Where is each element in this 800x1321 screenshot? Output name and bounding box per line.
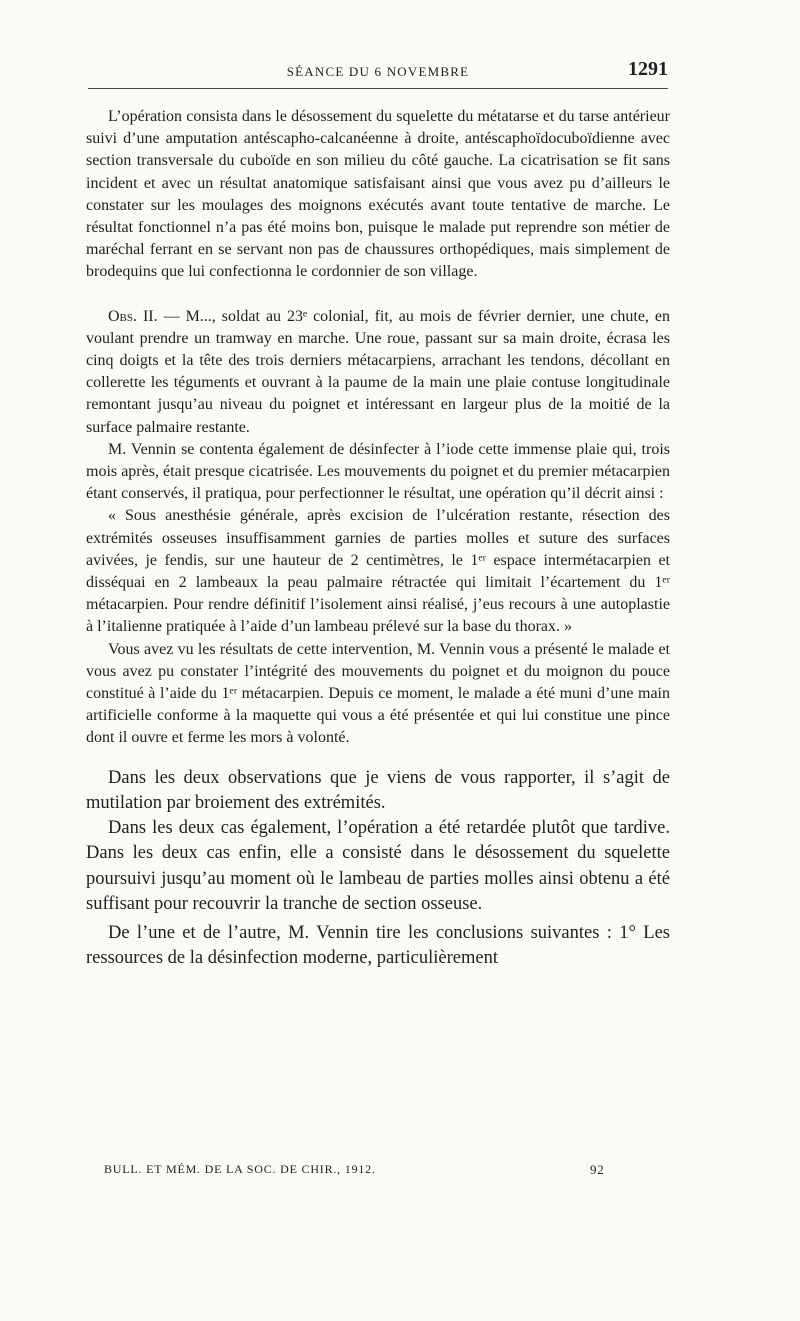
paragraph-conclusions: De l’une et de l’autre, M. Vennin tire les conclusions suivantes : 1° Les ressources de la désinfection moderne, particulièrement: [86, 922, 670, 969]
running-header: [88, 58, 668, 89]
paragraph-both-cases: Dans les deux cas également, l’opération a été retardée plutôt que tardive. Dans les deux cas enfin, elle a consisté dans le désossement du squelette poursuivi jusqu’au moment où le lambeau de parties molles ainsi obtenu a été suffisant pour recouvrir la tranche de section osseuse.: [86, 818, 670, 914]
paragraph-results: Vous avez vu les résultats de cette intervention, M. Vennin vous a présenté le malade et vous avez pu constater l’intégrité des mouvements du poignet et du moignon du pouce constitué à l’aide du 1ᵉʳ métacarpien. Depuis ce moment, le malade a été muni d’une main artificielle conforme à la maquette qui vous a été présentée et qui lui constitue une pince dont il ouvre et ferme les mors à volonté.: [86, 640, 670, 747]
footer-signature: 92: [590, 1162, 605, 1177]
header-title: SÉANCE DU 6 NOVEMBRE: [286, 64, 470, 79]
paragraph-operation-quote: « Sous anesthésie générale, après excision de l’ulcération restante, résection des extrémités osseuses insuffisamment garnies de parties molles et suture des surfaces avivées, je fendis, sur une hauteur de 2 centimètres, le 1ᵉʳ espace intermétacarpien et disséquai en 2 lambeaux la peau palmaire rétractée qui limitait l’écartement du 1ᵉʳ métacarpien. Pour rendre définitif l’isolement ainsi réalisé, j’eus recours à une autoplastie à l’italienne pratiquée à l’aide d’un lambeau prélevé sur la base du thorax. »: [86, 507, 670, 636]
paragraph-operation-summary: L’opération consista dans le désossement du squelette du métatarse et du tarse antérieur suivi d’une amputation antéscapho-calcanéenne à droite, antéscaphoïdocuboïdienne avec section transversale du cuboïde en son milieu du côté gauche. La cicatrisation se fit sans incident et avec un résultat anatomique satisfaisant ainsi que vous avez pu d’ailleurs le constater sur les moulages des moignons exécutés avant toute tentative de marche. Le résultat fonctionnel n’a pas été moins bon, puisque le malade put reprendre son métier de maréchal ferrant en se servant non pas de chaussures orthopédiques, mais simplement de brodequins que lui confectionna le cordonnier de son village.: [86, 108, 670, 281]
paragraph-observation-2: [86, 306, 670, 439]
footer-journal: BULL. ET MÉM. DE LA SOC. DE CHIR., 1912.: [104, 1162, 376, 1176]
body-text: [86, 106, 670, 971]
observation-text: — M..., soldat au 23ᵉ colonial, fit, au mois de février dernier, une chute, en voulant prendre un tramway en marche. Une roue, passant sur sa main droite, écrasa les cinq doigts et la tête des trois derniers métacarpiens, arrachant les tendons, décollant en collerette les téguments et ouvrant à la paume de la main une plaie contuse longitudinale remontant jusqu’au niveau du poignet et intéressant en largeur plus de la moitié de la surface palmaire restante.: [86, 307, 671, 436]
paragraph-vennin-disinfection: M. Vennin se contenta également de désinfecter à l’iode cette immense plaie qui, trois mois après, était presque cicatrisée. Les mouvements du poignet et du premier métacarpien étant conservés, il pratiqua, pour perfectionner le résultat, une opération qu’il décrit ainsi :: [86, 440, 670, 503]
paragraph-two-observations: Dans les deux observations que je viens de vous rapporter, il s’agit de mutilation par broiement des extrémités.: [86, 767, 670, 813]
observation-label: Obs. II.: [108, 307, 158, 325]
page-number: 1291: [628, 58, 668, 80]
